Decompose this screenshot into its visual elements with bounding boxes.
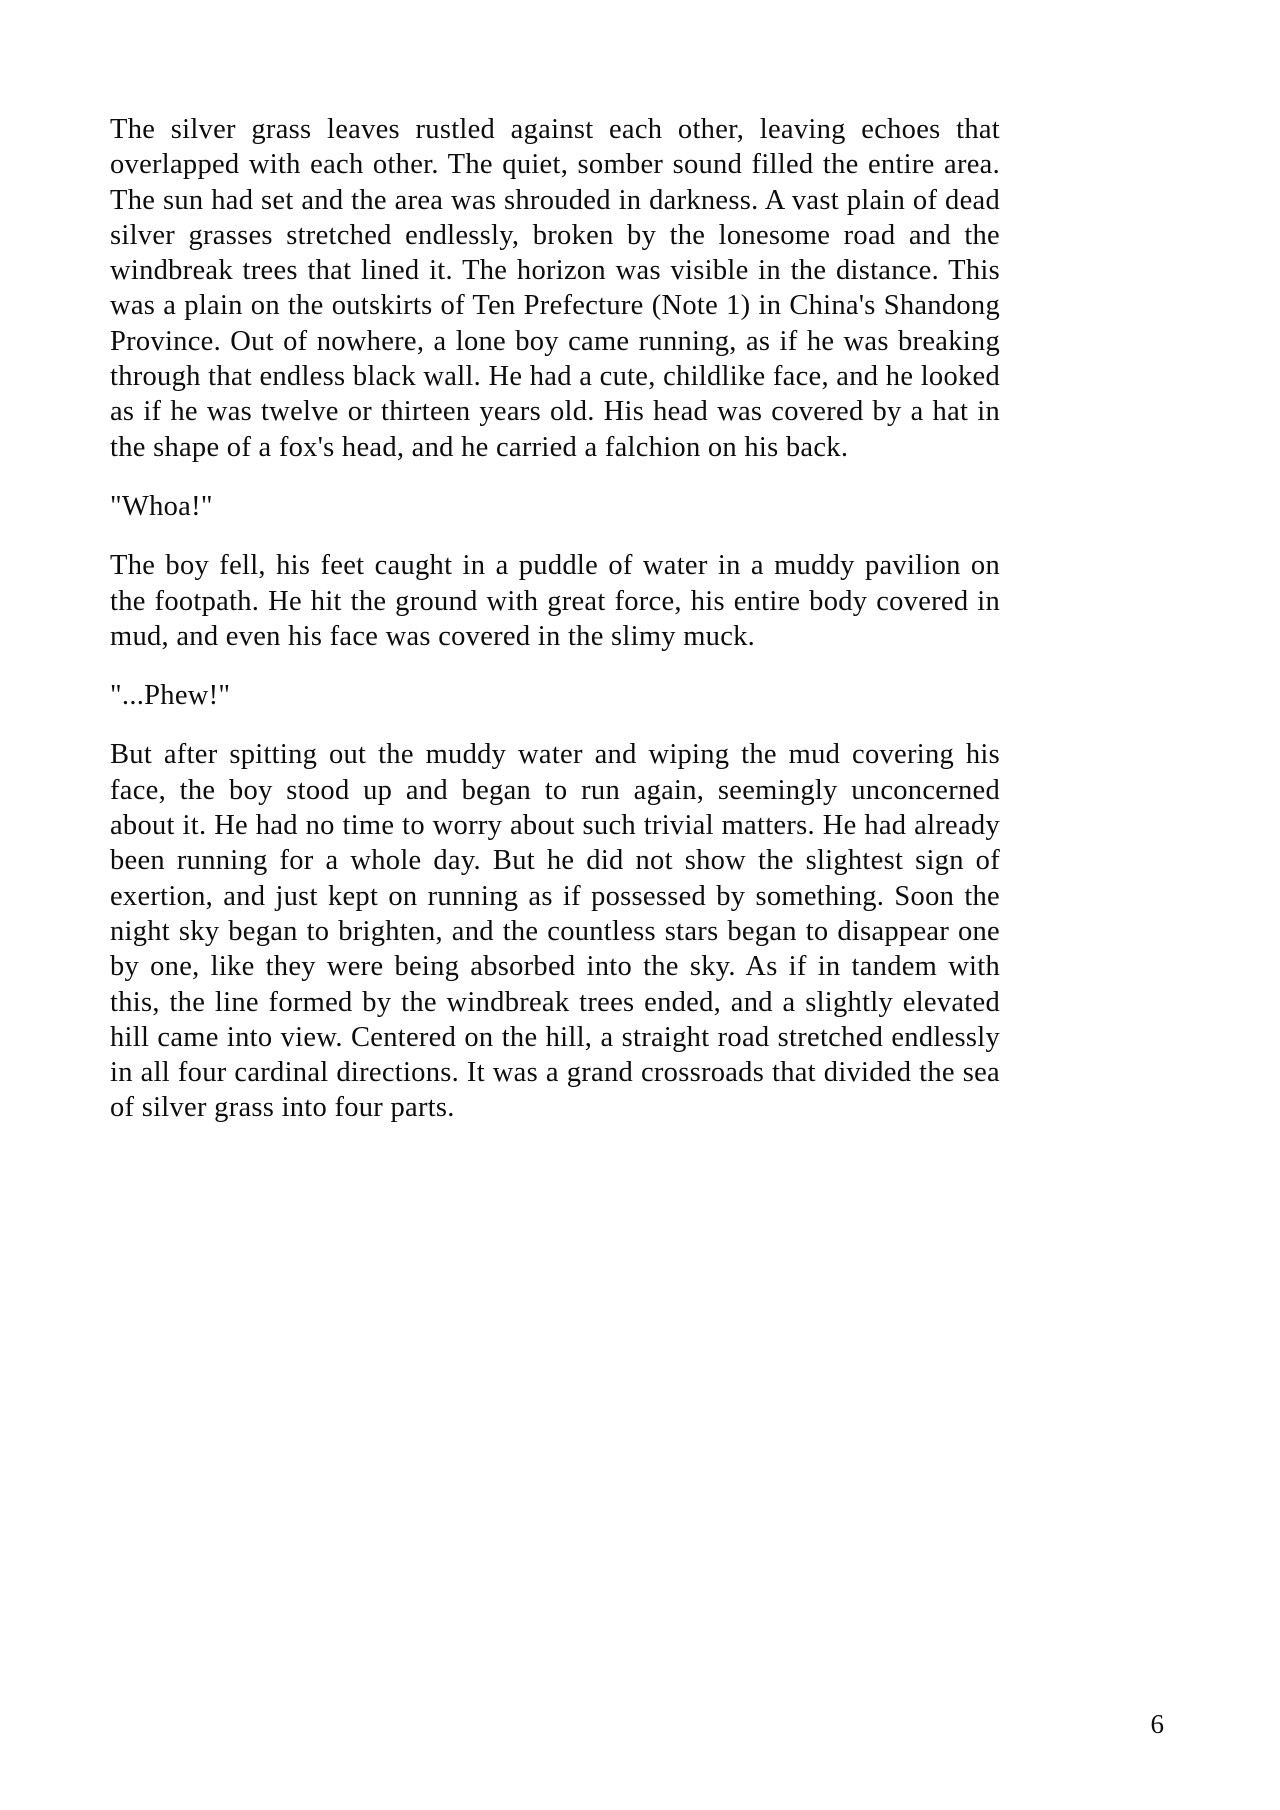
dialogue-line-phew: "...Phew!" <box>110 680 231 712</box>
dialogue-line-whoa: "Whoa!" <box>110 490 213 522</box>
page-number: 6 <box>1150 1709 1164 1739</box>
body-paragraph-3: But after spitting out the muddy water and wiping the mud covering his face, the boy stood up and began to run again, seemingly unconcerned about it. He had no time to worry about such trivial matters. He had already been running for a whole day. But he did not show the slightest sign of exertion, and just kept on running as if possessed by something. Soon the night sky began to brighten, and the countless stars began to disappear one by one, like they were being absorbed into the sky. As if in tandem with this, the line formed by the windbreak trees ended, and a slightly elevated hill came into view. Centered on the hill, a straight road stretched endlessly in all four cardinal directions. It was a grand crossroads that divided the sea of silver grass into four parts. <box>110 739 1000 1124</box>
body-paragraph-1: The silver grass leaves rustled against each other, leaving echoes that overlapped with each other. The quiet, somber sound filled the entire area. The sun had set and the area was shrouded in darkness. A vast plain of dead silver grasses stretched endlessly, broken by the lonesome road and the windbreak trees that lined it. The horizon was visible in the distance. This was a plain on the outskirts of Ten Prefecture (Note 1) in China's Shandong Province. Out of nowhere, a lone boy came running, as if he was breaking through that endless black wall. He had a cute, childlike face, and he looked as if he was twelve or thirteen years old. His head was covered by a hat in the shape of a fox's head, and he carried a falchion on his back. <box>110 114 1000 463</box>
page-body-text <box>110 112 1000 1126</box>
body-paragraph-2: The boy fell, his feet caught in a puddle of water in a muddy pavilion on the footpath. He hit the ground with great force, his entire body covered in mud, and even his face was covered in the slimy muck. <box>110 550 1000 652</box>
